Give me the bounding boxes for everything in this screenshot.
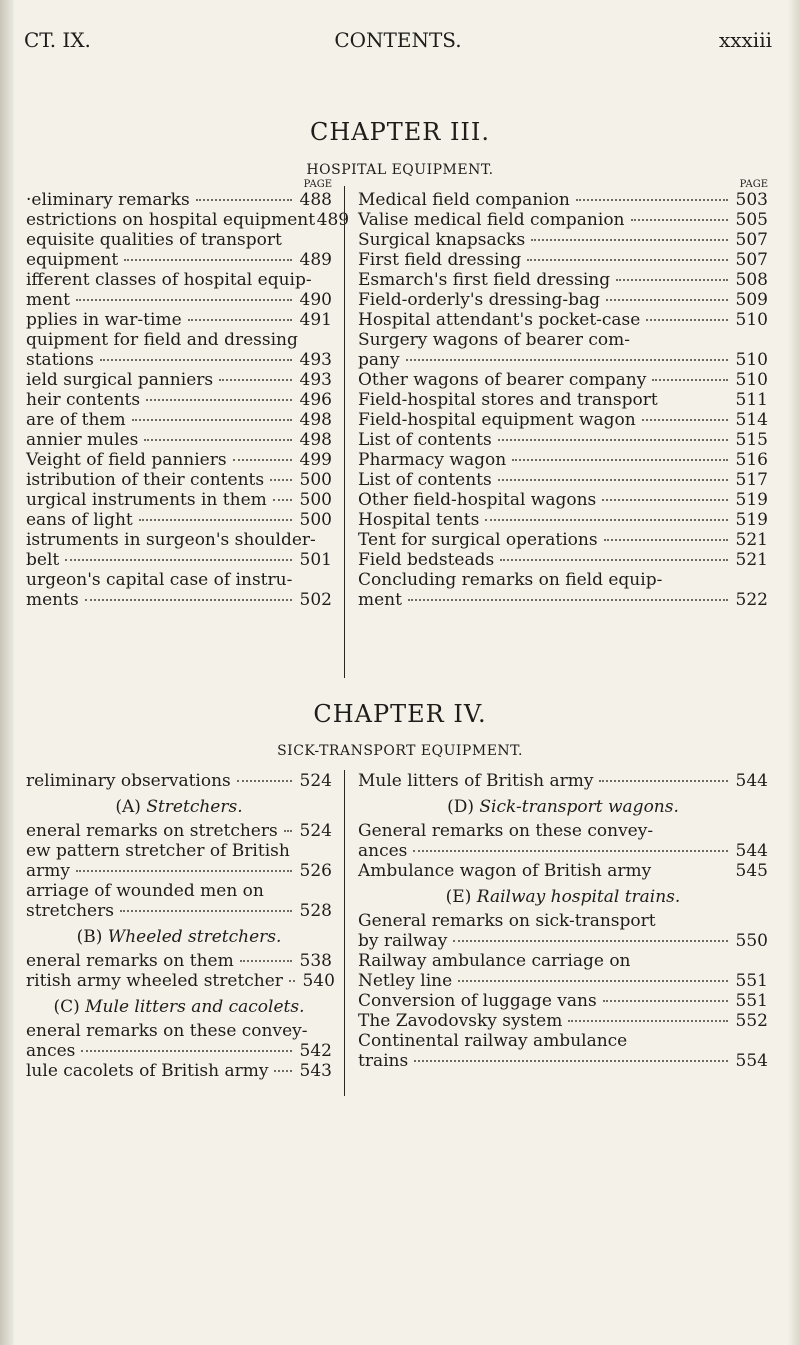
toc-entry-title: General remarks on these convey- xyxy=(358,821,654,841)
toc-entry[interactable] xyxy=(358,290,768,310)
toc-entry[interactable] xyxy=(26,370,332,390)
chapter-3-subtitle: HOSPITAL EQUIPMENT. xyxy=(306,162,494,178)
leader-dots xyxy=(196,199,292,201)
toc-entry-title: ritish army wheeled stretcher xyxy=(26,971,283,991)
toc-page-number: 526 xyxy=(299,861,332,881)
toc-page-number: 528 xyxy=(299,901,332,921)
toc-entry-title: Surgical knapsacks xyxy=(358,230,526,250)
toc-page-number: 519 xyxy=(735,490,768,510)
toc-entry[interactable] xyxy=(358,430,768,450)
toc-page-number: 543 xyxy=(299,1061,332,1081)
toc-entry[interactable] xyxy=(26,570,332,590)
toc-page-number: 515 xyxy=(735,430,768,450)
column-divider xyxy=(344,186,345,678)
toc-entry[interactable] xyxy=(358,370,768,390)
toc-entry[interactable] xyxy=(358,510,768,530)
toc-page-number: 510 xyxy=(735,370,768,390)
toc-entry[interactable] xyxy=(358,771,768,791)
leader-dots xyxy=(576,199,728,201)
section-letter: (E) xyxy=(445,887,472,907)
toc-page-number: 551 xyxy=(735,991,768,1011)
leader-dots xyxy=(646,319,728,321)
toc-entry[interactable] xyxy=(26,450,332,470)
toc-entry-title: Continental railway ambulance xyxy=(358,1031,628,1051)
toc-entry[interactable] xyxy=(26,530,332,550)
toc-entry-title: Surgery wagons of bearer com- xyxy=(358,330,631,350)
leader-dots xyxy=(606,299,728,301)
toc-entry-title: annier mules xyxy=(26,430,139,450)
leader-dots xyxy=(85,599,292,601)
toc-page-number: 499 xyxy=(299,450,332,470)
section-title: Wheeled stretchers. xyxy=(102,927,282,947)
toc-entry[interactable] xyxy=(358,931,768,951)
toc-page-number: 489 xyxy=(299,250,332,270)
leader-dots xyxy=(273,499,292,501)
toc-page-number: 521 xyxy=(735,530,768,550)
toc-entry[interactable] xyxy=(26,270,332,290)
leader-dots xyxy=(652,379,728,381)
toc-entry-title: eans of light xyxy=(26,510,133,530)
toc-entry-title: Esmarch's first field dressing xyxy=(358,270,611,290)
toc-entry-title: eneral remarks on them xyxy=(26,951,234,971)
toc-entry-title: heir contents xyxy=(26,390,141,410)
section-letter: (D) xyxy=(447,797,474,817)
toc-entry[interactable] xyxy=(26,390,332,410)
column-divider xyxy=(344,770,345,1096)
toc-page-number: 493 xyxy=(299,370,332,390)
toc-entry-title: istribution of their contents xyxy=(26,470,265,490)
toc-entry-title: stretchers xyxy=(26,901,114,921)
toc-entry-title: Hospital tents xyxy=(358,510,480,530)
toc-entry[interactable] xyxy=(26,1021,332,1041)
toc-page-number: 502 xyxy=(299,590,332,610)
leader-dots xyxy=(531,239,728,241)
toc-entry[interactable] xyxy=(26,210,350,230)
toc-entry[interactable] xyxy=(26,410,332,430)
leader-dots xyxy=(631,219,729,221)
toc-entry-title: List of contents xyxy=(358,430,492,450)
leader-dots xyxy=(568,1020,728,1022)
toc-entry[interactable] xyxy=(26,901,332,921)
toc-entry-title: General remarks on sick-transport xyxy=(358,911,656,931)
leader-dots xyxy=(485,519,728,521)
toc-page-number: 503 xyxy=(735,190,768,210)
page-edge-shadow xyxy=(788,0,800,1345)
toc-entry[interactable] xyxy=(358,1031,768,1051)
toc-entry-title: by railway xyxy=(358,931,448,951)
toc-entry-title: Field bedsteads xyxy=(358,550,495,570)
toc-page-number: 507 xyxy=(735,230,768,250)
toc-entry[interactable] xyxy=(26,290,332,310)
toc-entry[interactable] xyxy=(26,510,332,530)
toc-entry-title: Field-hospital equipment wagon xyxy=(358,410,636,430)
toc-page-number: 498 xyxy=(299,430,332,450)
toc-entry[interactable] xyxy=(358,861,768,881)
toc-page-number: 491 xyxy=(299,310,332,330)
leader-dots xyxy=(498,439,728,441)
leader-dots xyxy=(65,559,292,561)
toc-entry-title: ments xyxy=(26,590,79,610)
toc-page-number: 507 xyxy=(735,250,768,270)
chapter-4-subtitle: SICK-TRANSPORT EQUIPMENT. xyxy=(277,743,523,759)
leader-dots xyxy=(408,599,728,601)
toc-page-number: 510 xyxy=(735,310,768,330)
toc-page-number: 544 xyxy=(735,771,768,791)
toc-entry[interactable] xyxy=(26,430,332,450)
leader-dots xyxy=(124,259,292,261)
leader-dots xyxy=(120,910,292,912)
toc-page-number: 550 xyxy=(735,931,768,951)
section-title: Sick-transport wagons. xyxy=(474,797,679,817)
toc-entry-title: ment xyxy=(358,590,402,610)
toc-entry-title: Medical field companion xyxy=(358,190,570,210)
toc-entry-title: urgical instruments in them xyxy=(26,490,267,510)
toc-entry-title: istruments in surgeon's shoulder- xyxy=(26,530,316,550)
leader-dots xyxy=(237,780,292,782)
toc-entry-title: ·eliminary remarks xyxy=(26,190,190,210)
running-head xyxy=(24,28,772,52)
toc-entry-title: ield surgical panniers xyxy=(26,370,214,390)
toc-entry[interactable] xyxy=(358,490,768,510)
toc-entry[interactable] xyxy=(358,590,768,610)
toc-page-number: 538 xyxy=(299,951,332,971)
leader-dots xyxy=(81,1050,292,1052)
toc-entry[interactable] xyxy=(26,190,332,210)
chapter-4-title: CHAPTER IV. xyxy=(313,700,487,728)
toc-entry[interactable] xyxy=(26,971,335,991)
leader-dots xyxy=(642,419,728,421)
toc-entry[interactable] xyxy=(26,230,332,250)
toc-page-number: 490 xyxy=(299,290,332,310)
toc-page-number: 519 xyxy=(735,510,768,530)
toc-entry[interactable] xyxy=(26,881,332,901)
leader-dots xyxy=(616,279,728,281)
toc-entry[interactable] xyxy=(358,330,768,350)
leader-dots xyxy=(219,379,292,381)
chapter-3-title: CHAPTER III. xyxy=(309,118,491,146)
leader-dots xyxy=(233,459,292,461)
toc-entry[interactable] xyxy=(358,971,768,991)
toc-entry[interactable] xyxy=(358,911,768,931)
running-head-section: CT. IX. xyxy=(24,28,91,52)
toc-entry-title: The Zavodovsky system xyxy=(358,1011,563,1031)
toc-page-number: 498 xyxy=(299,410,332,430)
toc-entry-title: stations xyxy=(26,350,94,370)
toc-entry-title: Field-orderly's dressing-bag xyxy=(358,290,601,310)
leader-dots xyxy=(602,499,728,501)
running-head-title: CONTENTS. xyxy=(334,28,462,52)
toc-entry[interactable] xyxy=(358,470,768,490)
toc-entry-title: ifferent classes of hospital equip- xyxy=(26,270,312,290)
toc-page-number: 517 xyxy=(735,470,768,490)
toc-entry[interactable] xyxy=(358,450,768,470)
toc-entry-title: List of contents xyxy=(358,470,492,490)
section-title: Railway hospital trains. xyxy=(471,887,681,907)
toc-entry-title: army xyxy=(26,861,70,881)
page-gutter-shadow xyxy=(0,0,14,1345)
toc-entry-title: Ambulance wagon of British army xyxy=(358,861,652,881)
toc-entry[interactable] xyxy=(26,771,332,791)
toc-entry-title: Other wagons of bearer company xyxy=(358,370,647,390)
toc-entry[interactable] xyxy=(26,951,332,971)
section-heading xyxy=(358,887,768,907)
leader-dots xyxy=(188,319,292,321)
toc-entry[interactable] xyxy=(26,350,332,370)
leader-dots xyxy=(240,960,292,962)
toc-entry[interactable] xyxy=(358,210,768,230)
leader-dots xyxy=(413,850,728,852)
toc-entry-title: ances xyxy=(26,1041,76,1061)
toc-entry[interactable] xyxy=(358,270,768,290)
toc-page-number: 524 xyxy=(299,821,332,841)
chapter-4-right-column xyxy=(358,771,768,1071)
toc-entry-title: Mule litters of British army xyxy=(358,771,594,791)
toc-page-number: 500 xyxy=(299,490,332,510)
toc-page-number: 524 xyxy=(299,771,332,791)
section-heading xyxy=(358,797,768,817)
toc-entry-title: ances xyxy=(358,841,408,861)
toc-entry-title: Valise medical field companion xyxy=(358,210,625,230)
toc-entry[interactable] xyxy=(26,1061,332,1081)
toc-page-number: 545 xyxy=(735,861,768,881)
section-heading xyxy=(26,797,332,817)
toc-page-number: 489 xyxy=(316,210,350,230)
chapter-4-left-column xyxy=(26,771,335,1081)
toc-page-number: 551 xyxy=(735,971,768,991)
toc-entry[interactable] xyxy=(26,250,332,270)
toc-entry-title: Tent for surgical operations xyxy=(358,530,598,550)
toc-page-number: 511 xyxy=(735,390,768,410)
toc-entry-title: estrictions on hospital equipment xyxy=(26,210,316,230)
section-title: Stretchers. xyxy=(140,797,243,817)
section-title: Mule litters and cacolets. xyxy=(79,997,305,1017)
leader-dots xyxy=(100,359,292,361)
toc-entry-title: reliminary observations xyxy=(26,771,231,791)
leader-dots xyxy=(274,1070,292,1072)
toc-page-number: 540 xyxy=(302,971,335,991)
leader-dots xyxy=(604,539,728,541)
toc-entry[interactable] xyxy=(358,250,768,270)
toc-entry[interactable] xyxy=(26,310,332,330)
toc-entry-title: equipment xyxy=(26,250,119,270)
toc-entry[interactable] xyxy=(358,951,768,971)
toc-entry-title: Veight of field panniers xyxy=(26,450,227,470)
leader-dots xyxy=(603,1000,728,1002)
toc-page-number: 509 xyxy=(735,290,768,310)
leader-dots xyxy=(527,259,728,261)
section-letter: (C) xyxy=(53,997,80,1017)
toc-entry-title: Field-hospital stores and transport xyxy=(358,390,658,410)
toc-entry-title: eneral remarks on stretchers xyxy=(26,821,278,841)
toc-page-number: 542 xyxy=(299,1041,332,1061)
toc-entry-title: ment xyxy=(26,290,70,310)
toc-page-number: 500 xyxy=(299,510,332,530)
leader-dots xyxy=(146,399,292,401)
toc-page-number: 544 xyxy=(735,841,768,861)
toc-page-number: 552 xyxy=(735,1011,768,1031)
leader-dots xyxy=(284,830,292,832)
toc-entry[interactable] xyxy=(358,821,768,841)
page-column-label: PAGE xyxy=(303,179,332,190)
leader-dots xyxy=(76,870,292,872)
toc-entry-title: eneral remarks on these convey- xyxy=(26,1021,308,1041)
toc-entry[interactable] xyxy=(26,470,332,490)
leader-dots xyxy=(139,519,292,521)
toc-page-number: 493 xyxy=(299,350,332,370)
section-letter: (B) xyxy=(76,927,103,947)
toc-entry-title: equisite qualities of transport xyxy=(26,230,282,250)
toc-entry-title: are of them xyxy=(26,410,126,430)
leader-dots xyxy=(599,780,728,782)
toc-entry-title: Other field-hospital wagons xyxy=(358,490,597,510)
toc-page-number: 505 xyxy=(735,210,768,230)
leader-dots xyxy=(144,439,292,441)
section-heading xyxy=(26,997,332,1017)
toc-entry-title: lule cacolets of British army xyxy=(26,1061,269,1081)
toc-page-number: 500 xyxy=(299,470,332,490)
toc-entry-title: ew pattern stretcher of British xyxy=(26,841,290,861)
running-head-page-number: xxxiii xyxy=(718,28,772,52)
toc-page-number: 516 xyxy=(735,450,768,470)
toc-entry[interactable] xyxy=(358,190,768,210)
leader-dots xyxy=(132,419,292,421)
toc-entry[interactable] xyxy=(358,991,768,1011)
leader-dots xyxy=(76,299,292,301)
toc-entry[interactable] xyxy=(26,1041,332,1061)
toc-page-number: 496 xyxy=(299,390,332,410)
toc-entry[interactable] xyxy=(358,530,768,550)
leader-dots xyxy=(406,359,728,361)
toc-page-number: 508 xyxy=(735,270,768,290)
toc-entry[interactable] xyxy=(358,570,768,590)
toc-page-number: 488 xyxy=(299,190,332,210)
leader-dots xyxy=(500,559,728,561)
toc-entry-title: quipment for field and dressing xyxy=(26,330,298,350)
toc-entry[interactable] xyxy=(26,861,332,881)
toc-entry[interactable] xyxy=(358,350,768,370)
page-column-label: PAGE xyxy=(739,179,768,190)
toc-entry-title: pplies in war-time xyxy=(26,310,182,330)
toc-entry-title: Railway ambulance carriage on xyxy=(358,951,631,971)
toc-entry[interactable] xyxy=(26,841,332,861)
toc-entry-title: urgeon's capital case of instru- xyxy=(26,570,293,590)
toc-entry[interactable] xyxy=(358,550,768,570)
toc-entry[interactable] xyxy=(26,821,332,841)
toc-entry[interactable] xyxy=(358,390,768,410)
toc-entry-title: Concluding remarks on field equip- xyxy=(358,570,663,590)
chapter-3-left-column xyxy=(26,179,350,610)
toc-entry[interactable] xyxy=(358,1051,768,1071)
toc-entry-title: Netley line xyxy=(358,971,453,991)
leader-dots xyxy=(414,1060,728,1062)
section-heading xyxy=(26,927,332,947)
leader-dots xyxy=(512,459,728,461)
chapter-3-right-column xyxy=(358,180,768,610)
leader-dots xyxy=(289,980,295,982)
leader-dots xyxy=(453,940,728,942)
toc-entry[interactable] xyxy=(26,590,332,610)
toc-entry[interactable] xyxy=(358,230,768,250)
toc-entry-title: First field dressing xyxy=(358,250,522,270)
toc-entry[interactable] xyxy=(358,1011,768,1031)
toc-entry[interactable] xyxy=(358,410,768,430)
toc-page-number: 510 xyxy=(735,350,768,370)
toc-entry-title: belt xyxy=(26,550,60,570)
leader-dots xyxy=(270,479,292,481)
leader-dots xyxy=(458,980,728,982)
toc-page-number: 501 xyxy=(299,550,332,570)
toc-entry-title: arriage of wounded men on xyxy=(26,881,264,901)
leader-dots xyxy=(498,479,728,481)
toc-page-number: 521 xyxy=(735,550,768,570)
toc-entry-title: Pharmacy wagon xyxy=(358,450,507,470)
toc-entry-title: Conversion of luggage vans xyxy=(358,991,597,1011)
toc-entry[interactable] xyxy=(358,841,768,861)
toc-entry[interactable] xyxy=(358,310,768,330)
toc-entry-title: pany xyxy=(358,350,400,370)
toc-entry-title: trains xyxy=(358,1051,409,1071)
section-letter: (A) xyxy=(115,797,141,817)
toc-page-number: 514 xyxy=(735,410,768,430)
toc-entry[interactable] xyxy=(26,490,332,510)
toc-entry[interactable] xyxy=(26,330,332,350)
toc-entry-title: Hospital attendant's pocket-case xyxy=(358,310,641,330)
toc-page-number: 522 xyxy=(735,590,768,610)
toc-page-number: 554 xyxy=(735,1051,768,1071)
toc-entry[interactable] xyxy=(26,550,332,570)
